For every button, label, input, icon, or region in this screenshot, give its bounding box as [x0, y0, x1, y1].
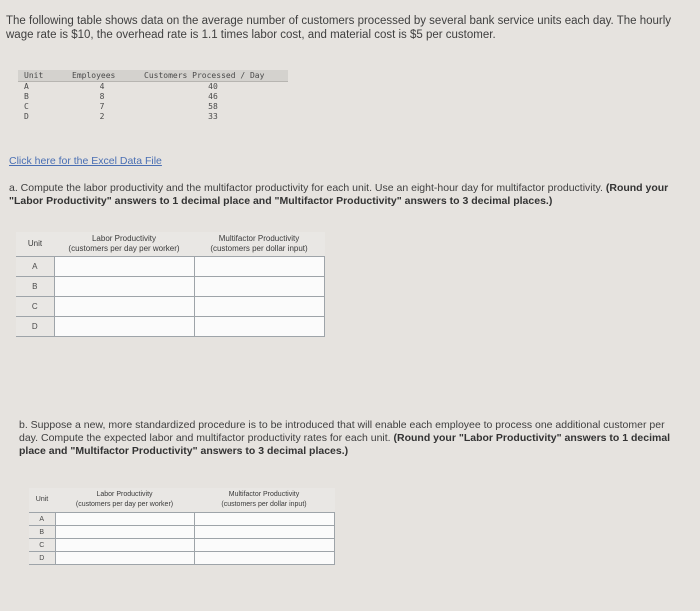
multifactor-productivity-input-c[interactable] — [194, 297, 324, 317]
employees-cell: 4 — [99, 82, 105, 91]
customers-cell: 58 — [208, 102, 218, 111]
answer-header-labor-productivity — [54, 232, 194, 257]
labor-productivity-input-a[interactable] — [54, 257, 194, 277]
answer-row-a — [16, 257, 324, 277]
answer-header-unit: Unit — [35, 496, 49, 503]
data-table-header-row — [18, 70, 288, 82]
labor-productivity-input-d[interactable] — [54, 317, 194, 337]
part-b-question — [19, 419, 679, 458]
labor-productivity-input-c[interactable] — [54, 297, 194, 317]
answer-header-multifactor-productivity — [194, 488, 334, 513]
multifactor-productivity-input-a[interactable] — [194, 513, 334, 526]
part-b-rounding-note: (Round your "Labor Productivity" answers to 1 decimal place and "Multifactor Productivity" answers to 3 decimal places.) — [19, 432, 671, 457]
part-a-text: a. Compute the labor productivity and the multifactor productivity for each unit. Use an eight-hour day for multifactor productivity. — [9, 182, 603, 194]
answer-header-unit: Unit — [27, 239, 43, 248]
answer-unit-label: D — [29, 552, 55, 565]
customer-data-table — [18, 70, 288, 122]
labor-productivity-input-d[interactable] — [55, 552, 194, 565]
answer-unit-label: A — [16, 257, 54, 277]
unit-cell: A — [24, 82, 29, 91]
answer-unit-label: A — [29, 513, 55, 526]
answer-row-c — [29, 539, 334, 552]
unit-cell: D — [24, 112, 29, 121]
header-employees: Employees — [66, 70, 138, 82]
answer-unit-label: B — [16, 277, 54, 297]
multifactor-productivity-input-d[interactable] — [194, 552, 334, 565]
part-b-text: b. Suppose a new, more standardized procedure is to be introduced that will enable each employee to process one additional customer per day. Compute the expected labor and multifactor productivity rates for each unit. — [19, 419, 665, 444]
employees-cell: 7 — [99, 102, 105, 111]
answer-unit-label: C — [29, 539, 55, 552]
excel-data-file-link[interactable]: Click here for the Excel Data File — [9, 155, 162, 167]
multifactor-productivity-input-a[interactable] — [194, 257, 324, 277]
answer-unit-label: D — [16, 317, 54, 337]
answer-row-d — [29, 552, 334, 565]
multifactor-productivity-label: Multifactor Productivity — [228, 491, 300, 498]
multifactor-productivity-input-b[interactable] — [194, 277, 324, 297]
part-a-question — [9, 182, 699, 208]
unit-cell: B — [24, 92, 29, 101]
answer-row-a — [29, 513, 334, 526]
labor-productivity-input-c[interactable] — [55, 539, 194, 552]
problem-intro: The following table shows data on the average number of customers processed by several bank service units each day. The hourly wage rate is $10, the overhead rate is 1.1 times labor cost, and material cost is $5 per customer. — [6, 15, 672, 41]
table-row — [18, 112, 288, 122]
labor-productivity-input-b[interactable] — [54, 277, 194, 297]
answer-row-b — [29, 526, 334, 539]
answer-unit-label: B — [29, 526, 55, 539]
customers-cell: 33 — [208, 112, 218, 121]
multifactor-productivity-units: (customers per dollar input) — [210, 244, 308, 253]
multifactor-productivity-units: (customers per dollar input) — [221, 501, 307, 508]
labor-productivity-units: (customers per day per worker) — [68, 244, 180, 253]
answer-row-d — [16, 317, 324, 337]
table-row — [18, 102, 288, 112]
customers-cell: 46 — [208, 92, 218, 101]
labor-productivity-label: Labor Productivity — [96, 491, 153, 498]
answer-header-multifactor-productivity — [194, 232, 324, 257]
header-customers-processed: Customers Processed / Day — [138, 70, 288, 82]
labor-productivity-units: (customers per day per worker) — [75, 501, 174, 508]
part-a-answer-table — [16, 232, 325, 337]
labor-productivity-input-a[interactable] — [55, 513, 194, 526]
answer-row-c — [16, 297, 324, 317]
part-a-rounding-note: (Round your "Labor Productivity" answers to 1 decimal place and "Multifactor Productivity" answers to 3 decimal places.) — [9, 182, 669, 207]
table-row — [18, 92, 288, 102]
header-unit: Unit — [18, 70, 66, 82]
multifactor-productivity-label: Multifactor Productivity — [218, 234, 300, 243]
table-row — [18, 82, 288, 93]
answer-row-b — [16, 277, 324, 297]
customers-cell: 40 — [208, 82, 218, 91]
multifactor-productivity-input-d[interactable] — [194, 317, 324, 337]
labor-productivity-input-b[interactable] — [55, 526, 194, 539]
employees-cell: 8 — [99, 92, 105, 101]
answer-header-labor-productivity — [55, 488, 194, 513]
part-b-answer-table — [29, 488, 335, 565]
employees-cell: 2 — [99, 112, 105, 121]
answer-unit-label: C — [16, 297, 54, 317]
labor-productivity-label: Labor Productivity — [91, 234, 157, 243]
unit-cell: C — [24, 102, 29, 111]
multifactor-productivity-input-b[interactable] — [194, 526, 334, 539]
multifactor-productivity-input-c[interactable] — [194, 539, 334, 552]
